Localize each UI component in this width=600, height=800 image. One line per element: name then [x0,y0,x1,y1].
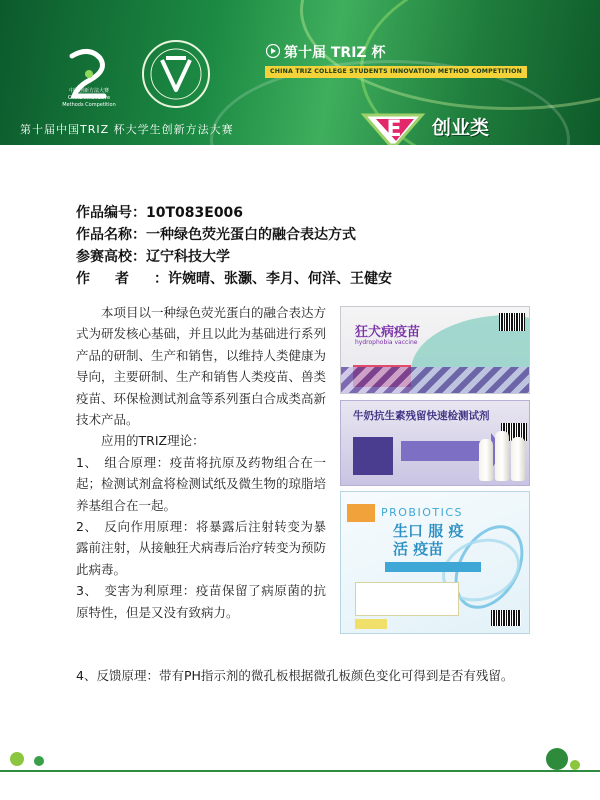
milk-bottle-icon [479,439,493,481]
authors-value: 许婉晴、张灏、李月、何洋、王健安 [168,271,392,287]
footer-decoration-dot [10,752,24,766]
project-name-value: 一种绿色荧光蛋白的融合表达方式 [146,227,356,243]
project-name-label: 作品名称： [76,227,146,243]
triz-cup-subtitle: CHINA TRIZ COLLEGE STUDENTS INNOVATION METHOD COMPETITION [265,66,527,78]
authors-colon: ： [154,271,168,287]
milk-bottle-icon [511,437,525,481]
kit-box [353,437,393,475]
package-band [385,562,481,572]
footer-decoration-dot [570,760,580,770]
package-stamp [355,619,387,629]
university-seal-logo [140,38,212,110]
category-label: 创业类 [432,117,490,139]
probiotic-vaccine-title: 生口 服 疫 活 疫苗 [393,522,464,558]
project-info [76,202,392,290]
rabies-vaccine-subtitle: hydrophobia vaccine [355,339,418,346]
milk-bottle-icon [495,431,509,481]
barcode-icon [499,313,525,331]
project-name-row [76,224,392,246]
school-value: 辽宁科技大学 [146,249,230,265]
milk-antibiotic-kit-image [340,400,530,486]
principle-item: 1、 组合原理：疫苗将抗原及药物组合在一起；检测试剂盒将检测试纸及微生物的琼脂培养基组合在一起。 [76,454,327,513]
package-tag [347,504,375,522]
milk-kit-title: 牛奶抗生素残留快速检测试剂 [353,410,490,422]
intro-paragraph: 本项目以一种绿色荧光蛋白的融合表达方式为研发核心基础，并且以此为基础进行系列产品的研制、生产和销售，以维持人类健康为导向，主要研制、生产和销售人类疫苗、兽类疫苗、环保检测试剂盒等系列蛋白合成类高新技术产品。 [76,305,327,428]
feedback-principle [76,665,566,687]
triz-heading: 应用的TRIZ理论： [101,433,205,449]
school-row [76,246,392,268]
footer-decoration-dot [34,756,44,766]
package-info-label [355,582,459,616]
play-icon [266,44,280,58]
principle-item: 2、 反向作用原理：将暴露后注射转变为暴露前注射，从接触狂犬病毒后治疗转变为预防此病毒。 [76,519,327,577]
probiotic-vaccine-package-image [340,491,530,634]
rabies-vaccine-title: 狂犬病疫苗 [355,325,421,340]
authors-row [76,268,392,290]
header-banner [0,0,600,145]
category-letter: E [386,117,402,142]
arrow-graphic [401,441,491,461]
project-id-row [76,202,392,224]
probiotics-wordmark: PROBIOTICS [381,506,464,519]
project-description [76,302,326,623]
contest-title: 第十届中国TRIZ 杯大学生创新方法大赛 [20,123,234,136]
authors-label: 作者 [76,271,154,287]
footer-decoration-dot [546,748,568,770]
rabies-vaccine-package-image [340,306,530,394]
project-id-value: 10T083E006 [146,205,244,221]
triz-cup-title: 第十届 TRIZ 杯 [284,45,386,61]
competition-logo-caption: 中国创新方法大赛 China Innovative Methods Competition [62,88,116,108]
footer-divider [0,770,600,772]
barcode-icon [491,610,521,626]
project-id-label: 作品编号： [76,205,146,221]
package-stripes [341,367,530,393]
school-label: 参赛高校： [76,249,146,265]
principle-item: 4、反馈原理：带有PH指示剂的微孔板根据微孔板颜色变化可得到是否有残留。 [76,668,514,683]
principle-item: 3、 变害为利原理：疫苗保留了病原菌的抗原特性，但是又没有致病力。 [76,583,326,620]
